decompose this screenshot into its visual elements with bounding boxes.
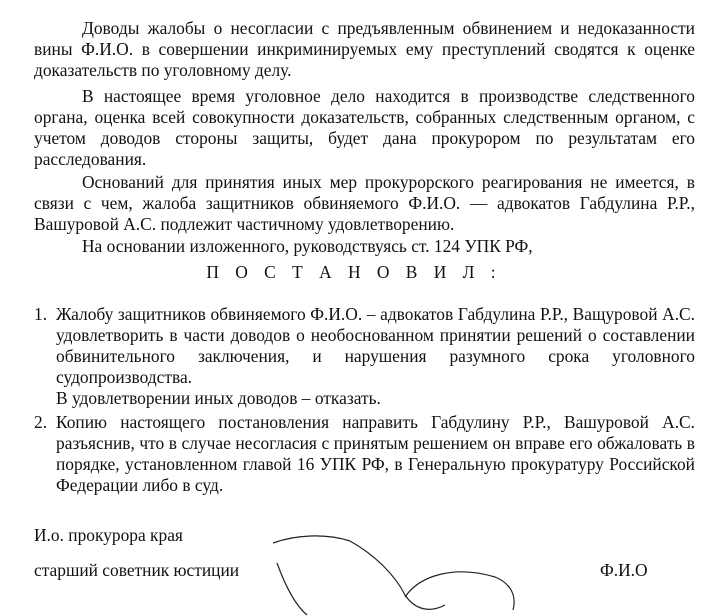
resolution-item-number: 1. [34,304,48,324]
resolution-item-1 [34,304,695,409]
paragraph-basis-text: На основании изложенного, руководствуясь ст. 124 УПК РФ, [82,236,533,256]
signatory-title: И.о. прокурора края [34,525,183,545]
signatory-rank: старший советник юстиции [34,560,240,580]
resolution-heading: П О С Т А Н О В И Л : [206,262,502,282]
resolution-item-1-extra: В удовлетворении иных доводов – отказать. [56,388,381,408]
paragraph-arguments-text: Доводы жалобы о несогласии с предъявленным обвинением и недоказанности вины Ф.И.О. в совершении инкриминируемых ему преступлений сводятся к оценке доказательств по уголовному делу. [34,18,695,80]
resolution-item-1-text: Жалобу защитников обвиняемого Ф.И.О. – адвокатов Габдулина Р.Р., Ващуровой А.С. удовлетворить в части доводов о необоснованном принятии решений о составлении обвинительного заключения, и нарушения разумного срока уголовного судопроизводства. [56,304,695,387]
resolution-item-2-text: Копию настоящего постановления направить Габдулину Р.Р., Вашуровой А.С. разъяснив, что в случае несогласия с принятым решением он вправе его обжаловать в порядке, установленном главой 16 УПК РФ, в Генеральную прокуратуру Российской Федерации либо в суд. [56,412,695,495]
paragraph-investigation [34,86,695,170]
paragraph-basis [34,236,695,257]
paragraph-arguments [34,18,695,81]
handwritten-signature [255,505,535,616]
signatory-name: Ф.И.О [600,560,648,580]
paragraph-investigation-text: В настоящее время уголовное дело находится в производстве следственного органа, оценка всей совокупности доказательств, собранных следственным органом, с учетом доводов стороны защиты, будет дана прокурором по результатам его расследования. [34,86,695,169]
resolution-item-number: 2. [34,412,48,432]
paragraph-grounds [34,172,695,235]
paragraph-grounds-text: Оснований для принятия иных мер прокурорского реагирования не имеется, в связи с чем, жалоба защитников обвиняемого Ф.И.О. — адвокатов Габдулина Р.Р., Вашуровой А.С. подлежит частичному удовлетворению. [34,172,695,234]
resolution-item-2 [34,412,695,496]
